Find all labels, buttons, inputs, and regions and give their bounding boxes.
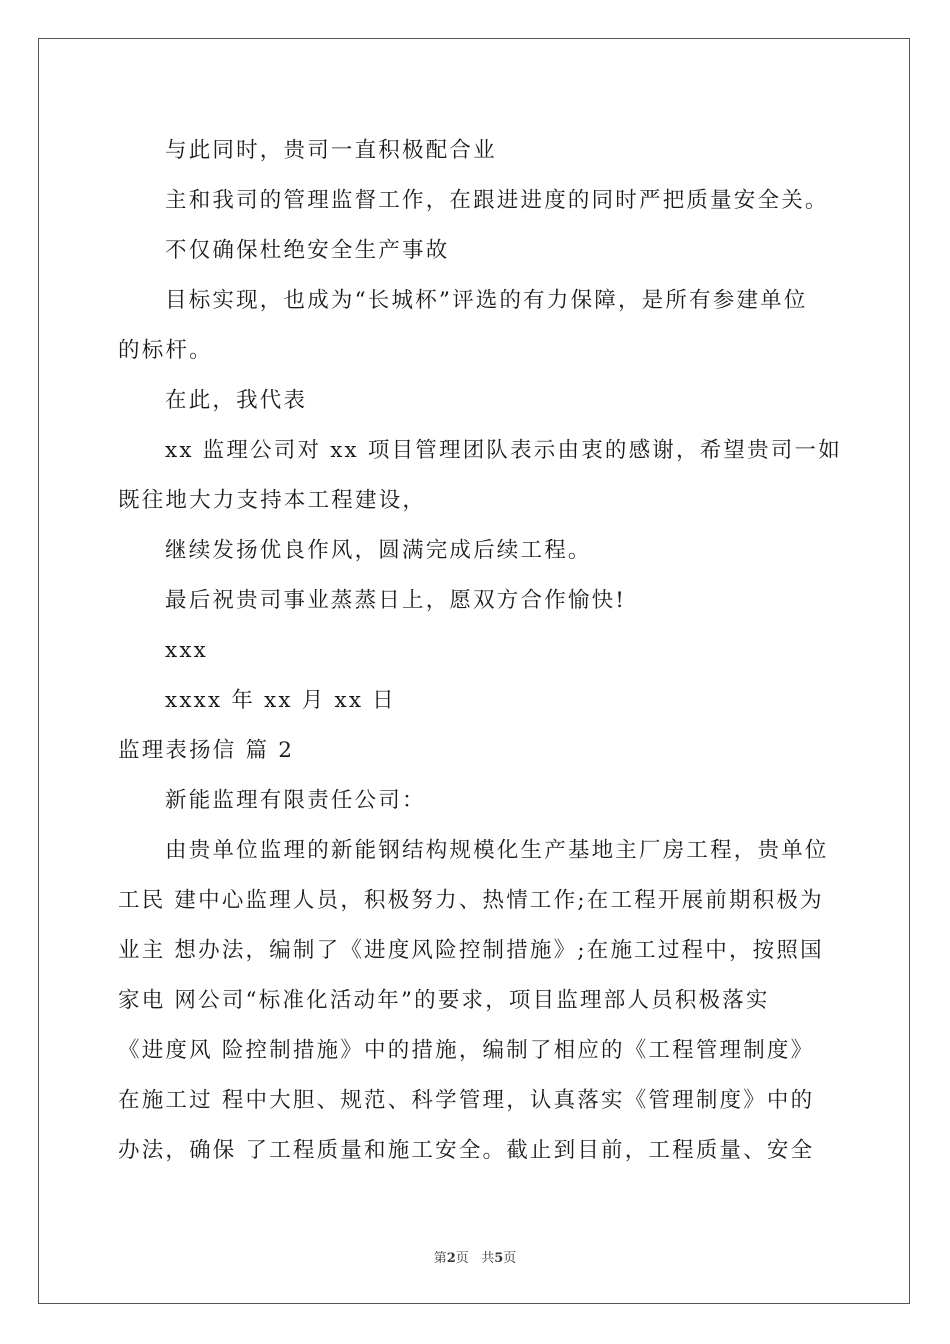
paragraph-line: 工民 建中心监理人员，积极努力、热情工作;在工程开展前期积极为 xyxy=(118,888,824,913)
paragraph-line: 家电 网公司“标准化活动年”的要求，项目监理部人员积极落实 xyxy=(118,988,770,1013)
paragraph-line: 与此同时，贵司一直积极配合业 xyxy=(165,138,497,163)
paragraph-line: 的标杆。 xyxy=(118,338,213,363)
signature-name: xxx xyxy=(165,638,208,663)
page-prefix: 第 xyxy=(433,1251,447,1266)
total-suffix: 页 xyxy=(503,1251,517,1266)
paragraph-line: 不仅确保杜绝安全生产事故 xyxy=(165,238,450,263)
paragraph-line: 在施工过 程中大胆、规范、科学管理，认真落实《管理制度》中的 xyxy=(118,1088,815,1113)
page-suffix: 页 xyxy=(455,1251,469,1266)
total-prefix: 共 xyxy=(481,1251,495,1266)
paragraph-line: 在此，我代表 xyxy=(165,388,308,413)
page-number: 2 xyxy=(446,1251,456,1266)
paragraph-line: 《进度风 险控制措施》中的措施，编制了相应的《工程管理制度》 xyxy=(118,1038,815,1063)
paragraph-line: 由贵单位监理的新能钢结构规模化生产基地主厂房工程，贵单位 xyxy=(165,838,829,863)
paragraph-line: 既往地大力支持本工程建设， xyxy=(118,488,427,513)
salutation: 新能监理有限责任公司： xyxy=(165,788,426,813)
page-footer xyxy=(0,1247,950,1266)
paragraph-line: 继续发扬优良作风，圆满完成后续工程。 xyxy=(165,538,592,563)
paragraph-line: 业主 想办法，编制了《进度风险控制措施》;在施工过程中，按照国 xyxy=(118,938,824,963)
section-heading: 监理表扬信 篇 2 xyxy=(118,738,295,763)
signature-date: xxxx 年 xx 月 xx 日 xyxy=(165,688,396,713)
paragraph-line: xx 监理公司对 xx 项目管理团队表示由衷的感谢，希望贵司一如 xyxy=(165,438,842,463)
paragraph-line: 办法，确保 了工程质量和施工安全。截止到目前，工程质量、安全 xyxy=(118,1138,815,1163)
paragraph-line: 最后祝贵司事业蒸蒸日上，愿双方合作愉快! xyxy=(165,588,627,613)
paragraph-line: 主和我司的管理监督工作，在跟进进度的同时严把质量安全关。 xyxy=(165,188,829,213)
total-pages: 5 xyxy=(494,1251,504,1266)
paragraph-line: 目标实现，也成为“长城杯”评选的有力保障，是所有参建单位 xyxy=(165,288,808,313)
